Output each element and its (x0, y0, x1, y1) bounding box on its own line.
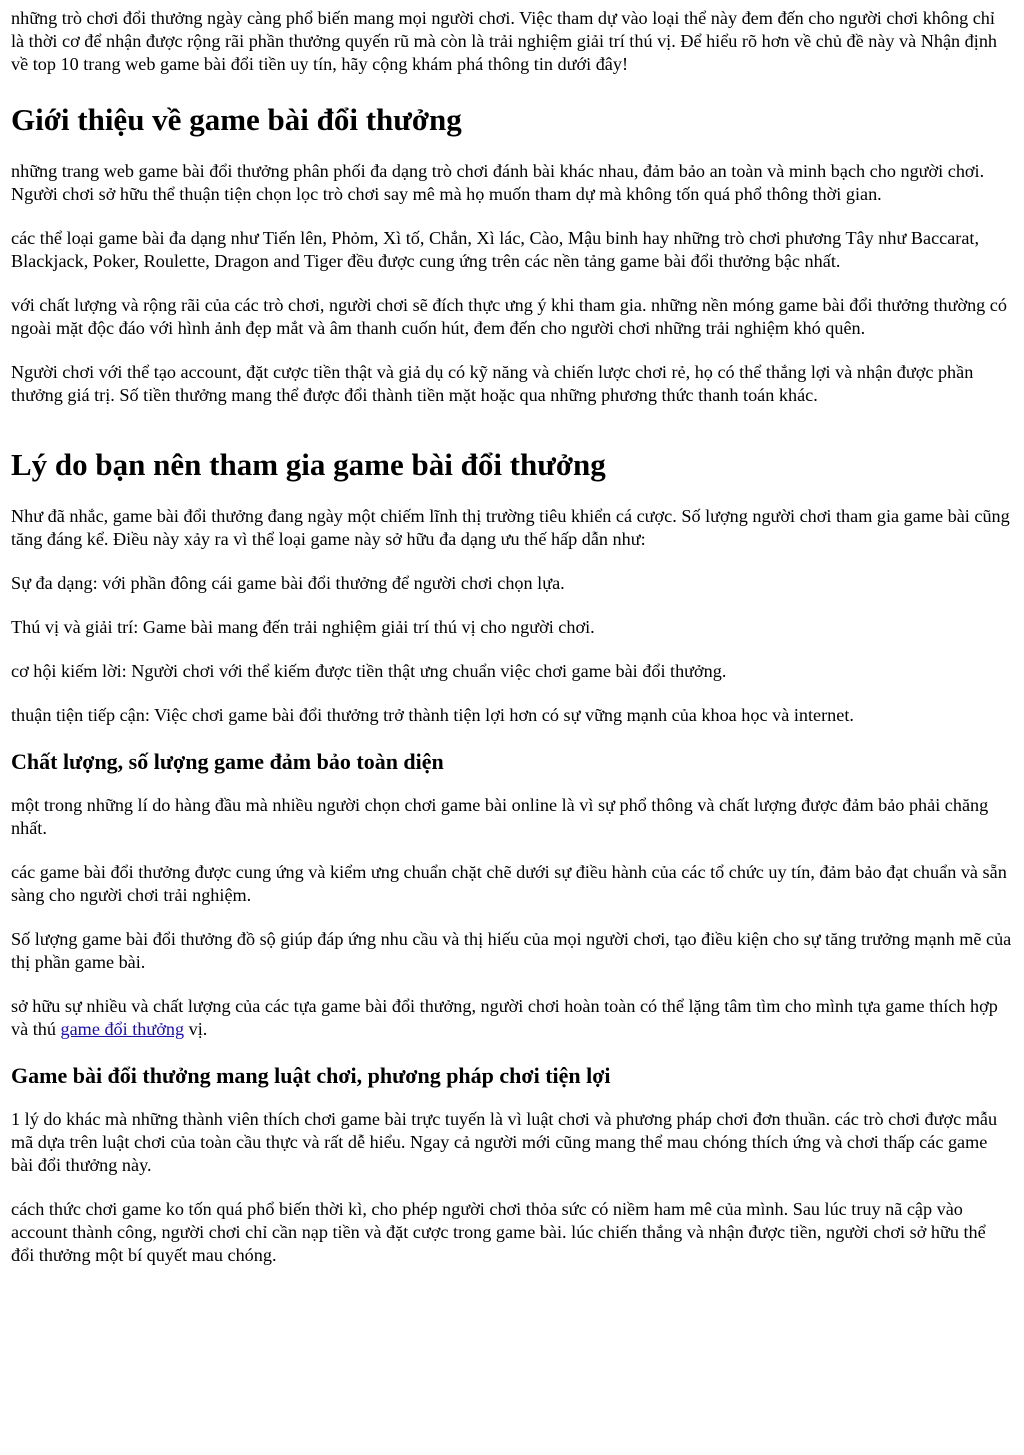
section1-paragraph-2: các thể loại game bài đa dạng như Tiến lên, Phỏm, Xì tố, Chắn, Xì lác, Cào, Mậu binh hay những trò chơi phương Tây như Baccarat, Blackjack, Poker, Roulette, Dragon and Tiger đều được cung ứng trên các nền tảng game bài đổi thưởng bậc nhất. (11, 228, 980, 271)
section2-paragraph-5: thuận tiện tiếp cận: Việc chơi game bài đổi thưởng trở thành tiện lợi hơn có sự vững mạnh của khoa học và internet. (11, 705, 854, 725)
section3-paragraph-4-tail: vị. (184, 1019, 208, 1039)
section2-paragraph-4: cơ hội kiếm lời: Người chơi với thể kiếm được tiền thật ưng chuẩn việc chơi game bài đổi thưởng. (11, 661, 727, 681)
section1-paragraph-1: những trang web game bài đổi thưởng phân phối đa dạng trò chơi đánh bài khác nhau, đảm bảo an toàn và minh bạch cho người chơi. Người chơi sở hữu thể thuận tiện chọn lọc trò chơi say mê mà họ muốn tham dự mà không tốn quá phổ thông thời gian. (11, 161, 985, 204)
section4-paragraph-1: 1 lý do khác mà những thành viên thích chơi game bài trực tuyến là vì luật chơi và phương pháp chơi đơn thuần. các trò chơi được mẫu mã dựa trên luật chơi của toàn cầu thực và rất dễ hiểu. Ngay cả người mới cũng mang thể mau chóng thích ứng và chơi thấp các game bài đổi thưởng này. (11, 1109, 998, 1175)
section4-paragraph-2: cách thức chơi game ko tốn quá phổ biến thời kì, cho phép người chơi thỏa sức có niềm ham mê của mình. Sau lúc truy nã cập vào account thành công, người chơi chỉ cần nạp tiền và đặt cược trong game bài. lúc chiến thắng và nhận được tiền, người chơi sở hữu thể đổi thưởng một bí quyết mau chóng. (11, 1199, 986, 1265)
section2-paragraph-2: Sự đa dạng: với phần đông cái game bài đổi thưởng để người chơi chọn lựa. (11, 573, 565, 593)
section3-paragraph-1: một trong những lí do hàng đầu mà nhiều người chọn chơi game bài online là vì sự phổ thông và chất lượng được đảm bảo phải chăng nhất. (11, 795, 989, 838)
section3-paragraph-4 (11, 995, 1012, 1041)
section3-paragraph-4-text: sở hữu sự nhiều và chất lượng của các tựa game bài đổi thưởng, người chơi hoàn toàn có thể lặng tâm tìm cho mình tựa game thích hợp và thú (11, 996, 998, 1039)
intro-paragraph: những trò chơi đổi thưởng ngày càng phổ biến mang mọi người chơi. Việc tham dự vào loại thể này đem đến cho người chơi không chỉ là thời cơ để nhận được rộng rãi phần thưởng quyến rũ mà còn là trải nghiệm giải trí thú vị. Để hiểu rõ hơn về chủ đề này và Nhận định về top 10 trang web game bài đổi tiền uy tín, hãy cộng khám phá thông tin dưới đây! (11, 8, 998, 74)
section-heading-intro: Giới thiệu về game bài đổi thưởng (11, 102, 462, 137)
section1-paragraph-3: với chất lượng và rộng rãi của các trò chơi, người chơi sẽ đích thực ưng ý khi tham gia. những nền móng game bài đổi thưởng thường có ngoài mặt độc đáo với hình ảnh đẹp mắt và âm thanh cuốn hút, đem đến cho người chơi những trải nghiệm khó quên. (11, 295, 1007, 338)
section3-paragraph-2: các game bài đổi thưởng được cung ứng và kiểm ưng chuẩn chặt chẽ dưới sự điều hành của các tổ chức uy tín, đảm bảo đạt chuẩn và sẵn sàng cho người chơi trải nghiệm. (11, 862, 1007, 905)
subsection-heading-quality: Chất lượng, số lượng game đảm bảo toàn diện (11, 749, 444, 774)
subsection-heading-rules: Game bài đổi thưởng mang luật chơi, phương pháp chơi tiện lợi (11, 1063, 611, 1088)
section-heading-reasons: Lý do bạn nên tham gia game bài đổi thưởng (11, 447, 606, 482)
article (0, 7, 1024, 1267)
section2-paragraph-1: Như đã nhắc, game bài đổi thưởng đang ngày một chiếm lĩnh thị trường tiêu khiển cá cược. Số lượng người chơi tham gia game bài cũng tăng đáng kể. Điều này xảy ra vì thể loại game này sở hữu đa dạng ưu thế hấp dẫn như: (11, 506, 1010, 549)
section2-paragraph-3: Thú vị và giải trí: Game bài mang đến trải nghiệm giải trí thú vị cho người chơi. (11, 617, 595, 637)
section3-paragraph-3: Số lượng game bài đổi thưởng đồ sộ giúp đáp ứng nhu cầu và thị hiếu của mọi người chơi, tạo điều kiện cho sự tăng trưởng mạnh mẽ của thị phần game bài. (11, 929, 1012, 972)
game-doi-thuong-link[interactable]: game đổi thưởng (60, 1019, 185, 1039)
section1-paragraph-4: Người chơi với thể tạo account, đặt cược tiền thật và giả dụ có kỹ năng và chiến lược chơi rẻ, họ có thể thắng lợi và nhận được phần thưởng giá trị. Số tiền thưởng mang thể được đổi thành tiền mặt hoặc qua những phương thức thanh toán khác. (11, 362, 974, 405)
